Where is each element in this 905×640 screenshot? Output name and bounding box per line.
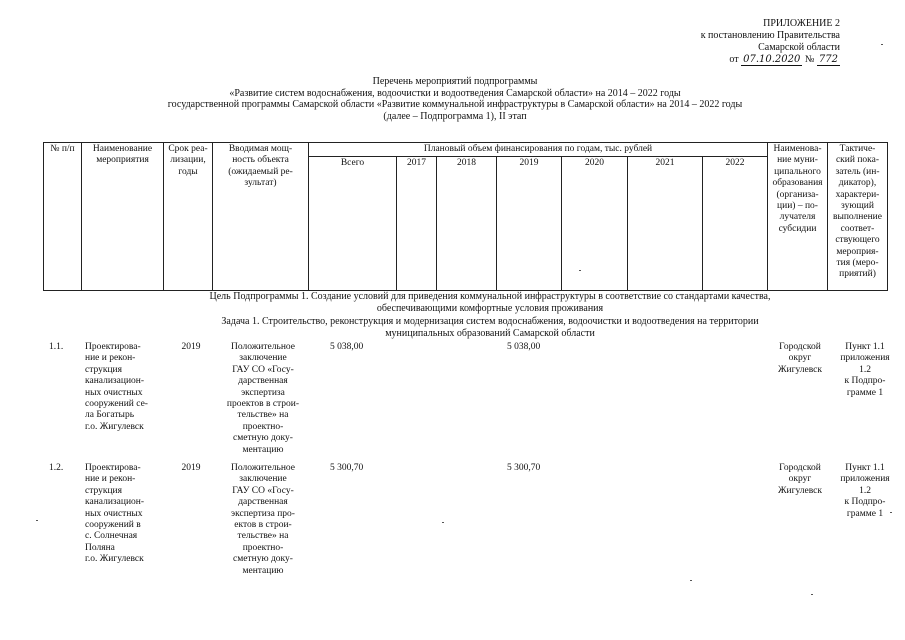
row-1-2-name: Проектирова- ние и рекон- струкция канализацион- ных очистных сооружений в с. Солнечная Поляна г.о. Жигулевск [85, 463, 145, 565]
row-1-2-indicator: Пункт 1.1 приложения 1.2 к Подпро- грамме 1 [840, 463, 890, 519]
scan-speck [811, 594, 813, 595]
header-line1: Перечень мероприятий подпрограммы [372, 76, 538, 87]
scan-speck [36, 520, 38, 521]
goal-line1: Цель Подпрограммы 1. Создание условий для приведения коммунальной инфраструктуры в соответствие со стандартами качества, [209, 291, 771, 302]
header-line4: (далее – Подпрограмма 1), II этап [383, 110, 527, 122]
col-term-header: Срок реа- лизации, годы [164, 143, 213, 291]
appendix-num-label: № [804, 54, 815, 65]
goal-text [150, 291, 830, 314]
row-1-1-result: Положительное заключение ГАУ СО «Госу- дарственная экспертиза проектов в строи- тельстве» на проектно- сметную доку- ментацию [226, 342, 300, 455]
row-1-2-2019: 5 300,70 [507, 463, 541, 473]
col-mun-header: Наименова- ние муни- ципального образования (организа- ции) – по- лучателя субсидии [768, 143, 828, 291]
appendix-title: ПРИЛОЖЕНИЕ 2 [763, 18, 840, 29]
appendix-line2: Самарской области [758, 42, 840, 53]
appendix-date: 07.10.2020 [743, 54, 801, 65]
col-finance-header: Плановый объем финансирования по годам, тыс. рублей [309, 143, 768, 157]
scan-speck [579, 270, 581, 271]
goal-line2: обеспечивающими комфортные условия проживания [376, 302, 604, 314]
row-1-2-municipality: Городской округ Жигулевск [777, 463, 823, 496]
row-1-1-municipality: Городской округ Жигулевск [777, 342, 823, 375]
col-year-2018: 2018 [437, 157, 497, 291]
col-year-2022: 2022 [703, 157, 768, 291]
scan-speck [690, 580, 692, 581]
col-indicator-header: Тактиче- ский пока- затель (ин- дикатор), характери- зующий выполнение соответ- ствующего мероприя- тия (меро- приятий) [828, 143, 888, 291]
col-year-2020: 2020 [562, 157, 628, 291]
row-1-2-term: 2019 [181, 463, 201, 473]
col-year-2017: 2017 [397, 157, 437, 291]
col-name-header: Наименование мероприятия [82, 143, 164, 291]
task-text [150, 316, 830, 339]
row-1-1-2019: 5 038,00 [507, 342, 541, 352]
appendix-line1: к постановлению Правительства [700, 30, 840, 41]
document-header [40, 76, 870, 122]
row-1-2-num: 1.2. [49, 463, 64, 473]
task-line1: Задача 1. Строительство, реконструкция и модернизация систем водоснабжения, водоочистки и водоотведения на территории [221, 316, 759, 327]
scan-speck [881, 44, 883, 45]
col-num-header: № п/п [44, 143, 82, 291]
row-1-1-total: 5 038,00 [330, 342, 364, 352]
header-line2: «Развитие систем водоснабжения, водоочистки и водоотведения Самарской области» на 2014 – 2022 годы [229, 87, 681, 99]
row-1-2-total: 5 300,70 [330, 463, 364, 473]
col-year-2021: 2021 [628, 157, 703, 291]
col-total-header: Всего [309, 157, 397, 291]
task-line2: муниципальных образований Самарской области [385, 327, 595, 339]
row-1-1-name: Проектирова- ние и рекон- струкция канализацион- ных очистных сооружений се- ла Богатырь г.о. Жигулевск [85, 342, 148, 432]
appendix-block [640, 18, 840, 66]
measures-table-header [43, 142, 888, 291]
header-line3: государственной программы Самарской области «Развитие коммунальной инфраструктуры в Самарской области» на 2014 – 2022 годы [167, 99, 743, 111]
row-1-2-result: Положительное заключение ГАУ СО «Госу- дарственная экспертиза про- ектов в строи- тельстве» на проектно- сметную доку- ментацию [231, 463, 295, 576]
scan-speck [442, 522, 444, 523]
appendix-date-line [640, 54, 840, 66]
scan-speck [890, 512, 892, 513]
col-year-2019: 2019 [497, 157, 562, 291]
col-result-header: Вводимая мощ- ность объекта (ожидаемый ре- зультат) [213, 143, 309, 291]
appendix-from-label: от [729, 54, 739, 65]
row-1-1-num: 1.1. [49, 342, 64, 352]
appendix-number: 772 [818, 54, 838, 65]
row-1-1-term: 2019 [181, 342, 201, 352]
row-1-1-indicator: Пункт 1.1 приложения 1.2 к Подпро- грамме 1 [840, 342, 890, 398]
